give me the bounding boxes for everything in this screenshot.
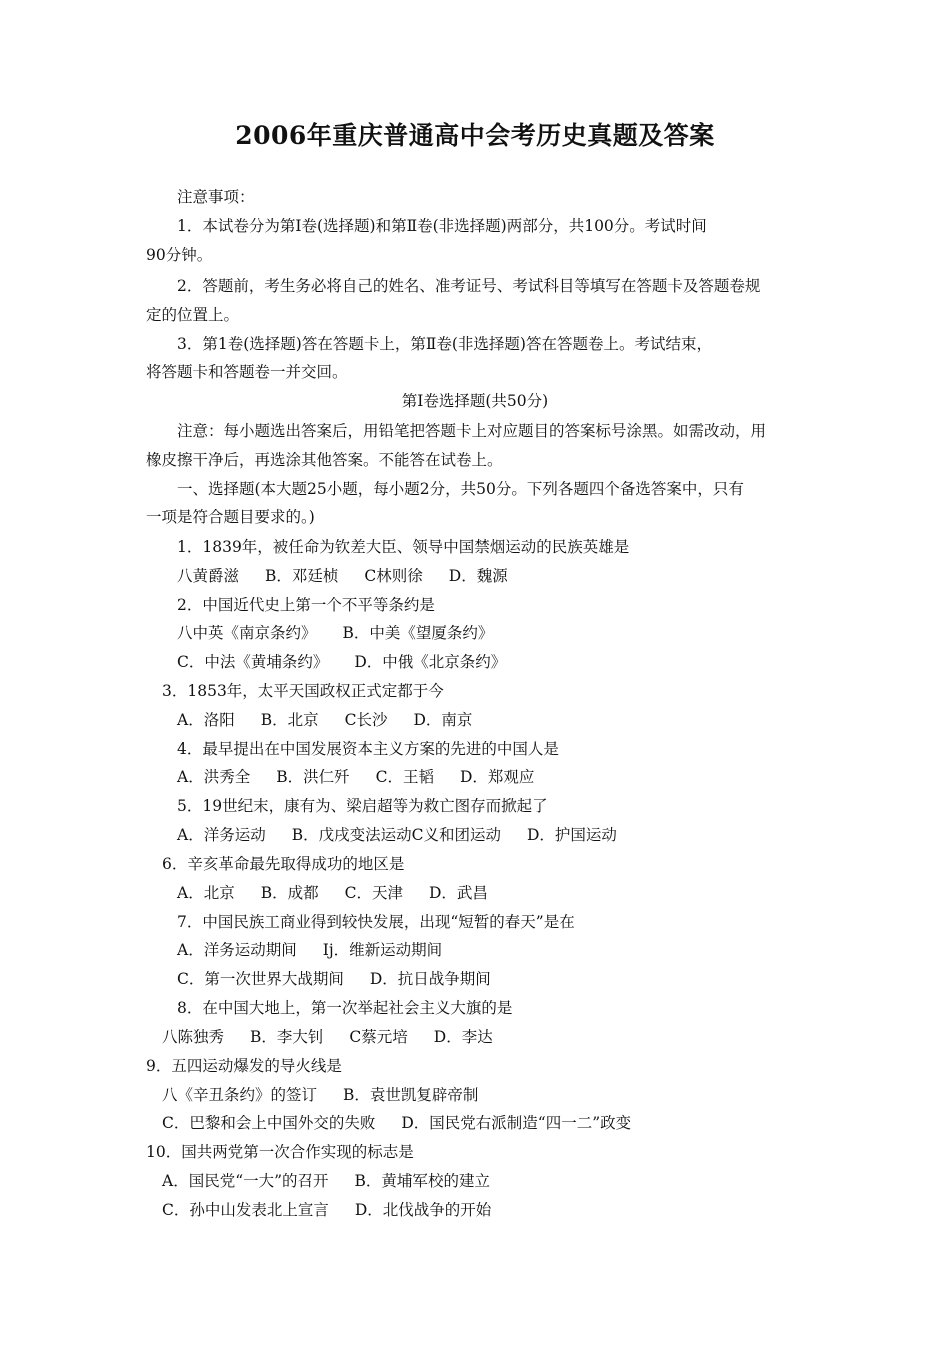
page-title: 2006年重庆普通高中会考历史真题及答案 [235, 121, 715, 150]
notice-item-1: 1．本试卷分为第Ⅰ卷(选择题)和第Ⅱ卷(非选择题)两部分，共100分。考试时间 [177, 217, 707, 235]
question-stem: 2．中国近代史上第一个不平等条约是 [177, 596, 435, 614]
option-row [162, 1200, 491, 1220]
option: C．天津 [344, 884, 403, 902]
option: A．北京 [177, 884, 235, 902]
option: C．巴黎和会上中国外交的失败 [162, 1114, 376, 1132]
section-intro: 一、选择题(本大题25小题，每小题2分，共50分。下列各题四个备选答案中，只有 [177, 480, 744, 498]
option: B．中美《望厦条约》 [342, 624, 494, 642]
option-row [177, 883, 488, 903]
option: B．黄埔军校的建立 [354, 1172, 490, 1190]
option: A．洪秀全 [177, 768, 251, 786]
question-stem: 8．在中国大地上，第一次举起社会主义大旗的是 [177, 999, 513, 1017]
option: D．北伐战争的开始 [354, 1201, 492, 1219]
option: C蔡元培 [349, 1028, 408, 1046]
option-row [162, 1027, 493, 1047]
option-row [162, 1171, 490, 1191]
notice-item-1-cont: 90分钟。 [146, 246, 213, 264]
option: A．国民党“一大”的召开 [162, 1172, 329, 1190]
option: Ij．维新运动期间 [322, 941, 443, 959]
option-row [177, 767, 534, 787]
option: D．抗日战争期间 [369, 970, 491, 988]
option: C长沙 [344, 711, 388, 729]
option: A．洋务运动期间 [177, 941, 297, 959]
option: C林则徐 [364, 567, 423, 585]
option: D．南京 [413, 711, 473, 729]
option: C．中法《黄埔条约》 [177, 653, 329, 671]
option: 八中英《南京条约》 [177, 624, 317, 642]
question-stem: 6．辛亥革命最先取得成功的地区是 [162, 855, 405, 873]
option: A．洛阳 [177, 711, 235, 729]
question-stem: 4．最早提出在中国发展资本主义方案的先进的中国人是 [177, 740, 559, 758]
option: C．第一次世界大战期间 [177, 970, 344, 988]
option: C．王韬 [375, 768, 434, 786]
option: B．成都 [260, 884, 319, 902]
notice-item-2: 2．答题前，考生务必将自己的姓名、准考证号、考试科目等填写在答题卡及答题卷规 [177, 277, 761, 295]
option: A．洋务运动 [177, 826, 266, 844]
option-row [177, 566, 508, 586]
option: D．武昌 [428, 884, 488, 902]
option-row [177, 652, 506, 672]
option: D．魏源 [448, 567, 508, 585]
option-row [177, 825, 617, 845]
option: C．孙中山发表北上宣言 [162, 1201, 329, 1219]
notice-item-2-cont: 定的位置上。 [146, 306, 240, 324]
question-stem: 10．国共两党第一次合作实现的标志是 [146, 1143, 414, 1161]
option: D．护国运动 [526, 826, 617, 844]
notice-item-3-cont: 将答题卡和答题卷一并交回。 [146, 363, 348, 381]
notice-heading: 注意事项： [177, 188, 255, 206]
section-intro-cont: 一项是符合题目要求的。) [146, 508, 315, 526]
option: 八《辛丑条约》的签订 [162, 1086, 318, 1104]
option: B．袁世凯复辟帝制 [343, 1086, 479, 1104]
question-stem: 5．19世纪末，康有为、梁启超等为救亡图存而掀起了 [177, 797, 548, 815]
notice-item-3: 3．第1卷(选择题)答在答题卡上，第Ⅱ卷(非选择题)答在答题卷上。考试结束， [177, 335, 712, 353]
question-stem: 1．1839年，被任命为钦差大臣、领导中国禁烟运动的民族英雄是 [177, 538, 630, 556]
option: 八陈独秀 [162, 1028, 225, 1046]
option: B．洪仁歼 [276, 768, 350, 786]
option-row [177, 710, 472, 730]
option-row [177, 940, 442, 960]
option: B．邓廷桢 [265, 567, 339, 585]
option-row [162, 1085, 478, 1105]
option: D．李达 [433, 1028, 493, 1046]
option: B．北京 [260, 711, 319, 729]
option: B．戊戌变法运动C义和团运动 [291, 826, 501, 844]
section-note: 注意：每小题选出答案后，用铅笔把答题卡上对应题目的答案标号涂黑。如需改动，用 [177, 422, 767, 440]
question-stem: 3．1853年，太平天国政权正式定都于今 [162, 682, 444, 700]
option-row [177, 623, 493, 643]
option: 八黄爵滋 [177, 567, 240, 585]
section-note-cont: 橡皮擦干净后，再选涂其他答案。不能答在试卷上。 [146, 451, 503, 469]
option: D．中俄《北京条约》 [354, 653, 507, 671]
option-row [177, 969, 491, 989]
section-heading: 第Ⅰ卷选择题(共50分) [401, 392, 549, 410]
option: D．国民党右派制造“四一二”政变 [401, 1114, 632, 1132]
option: D．郑观应 [459, 768, 535, 786]
question-stem: 7．中国民族工商业得到较快发展，出现“短暂的春天”是在 [177, 913, 575, 931]
question-stem: 9．五四运动爆发的导火线是 [146, 1057, 342, 1075]
option: B．李大钊 [250, 1028, 324, 1046]
option-row [162, 1113, 631, 1133]
